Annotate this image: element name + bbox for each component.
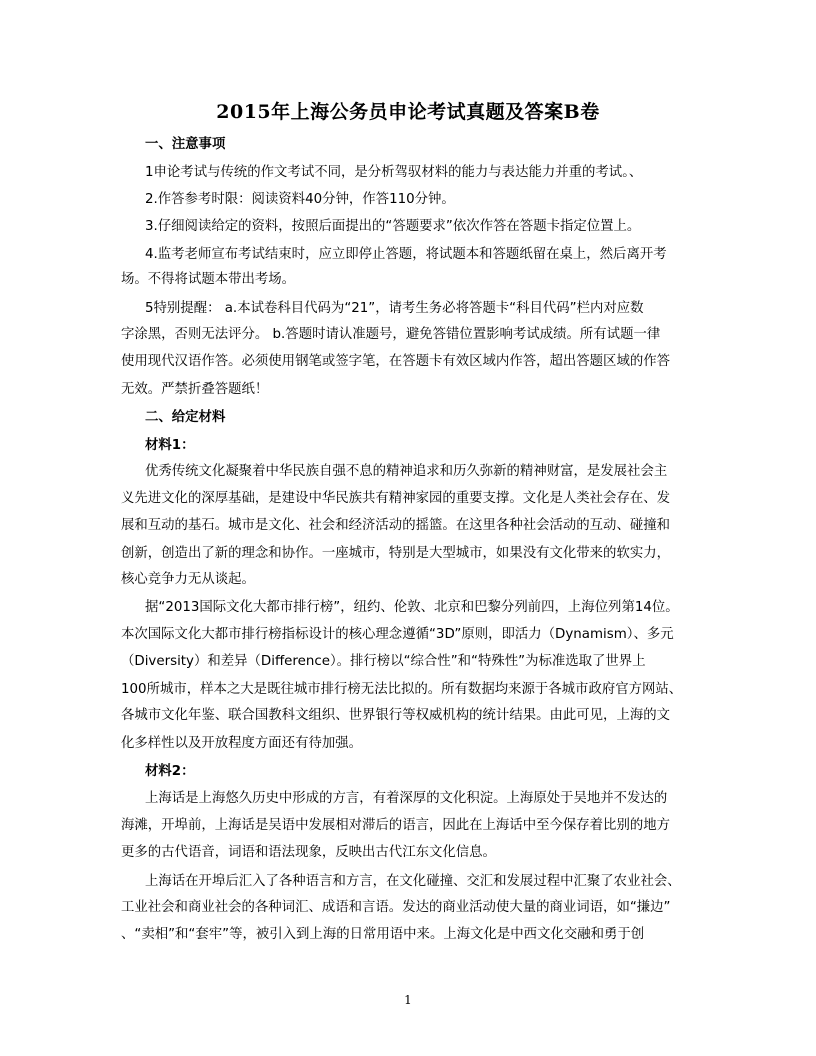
paragraph-line: 4.监考老师宣布考试结束时，应立即停止答题，将试题本和答题纸留在桌上，然后离开考 bbox=[145, 247, 667, 262]
paragraph-line: 据“2013国际文化大都市排行榜”，纽约、伦敦、北京和巴黎分列前四，上海位列第14位。 bbox=[145, 600, 679, 615]
paragraph-line: 工业社会和商业社会的各种词汇、成语和言语。发达的商业活动使大量的商业词语，如“搛边” bbox=[121, 900, 671, 915]
material-heading-2: 材料2： bbox=[145, 764, 195, 779]
section-heading-notes: 一、注意事项 bbox=[145, 137, 226, 152]
paragraph-line: 各城市文化年鉴、联合国教科文组织、世界银行等权威机构的统计结果。由此可见，上海的文 bbox=[121, 708, 671, 723]
paragraph-line: 上海话在开埠后汇入了各种语言和方言，在文化碰撞、交汇和发展过程中汇聚了农业社会、 bbox=[145, 874, 681, 889]
paragraph-line: 本次国际文化大都市排行榜指标设计的核心理念遵循“3D”原则，即活力（Dynamism）、多元 bbox=[121, 627, 674, 642]
paragraph-line: 化多样性以及开放程度方面还有待加强。 bbox=[121, 736, 363, 751]
paragraph-line: 字涂黑，否则无法评分。 b.答题时请认准题号，避免答错位置影响考试成绩。所有试题一律 bbox=[121, 327, 661, 342]
paragraph-line: 3.仔细阅读给定的资料，按照后面提出的“答题要求”依次作答在答题卡指定位置上。 bbox=[145, 219, 641, 234]
paragraph-line: 优秀传统文化凝聚着中华民族自强不息的精神追求和历久弥新的精神财富，是发展社会主 bbox=[145, 464, 668, 479]
paragraph-line: 海滩，开埠前，上海话是吴语中发展相对滞后的语言，因此在上海话中至今保存着比别的地方 bbox=[121, 818, 671, 833]
paragraph-line: 义先进文化的深厚基础，是建设中华民族共有精神家园的重要支撑。文化是人类社会存在、发 bbox=[121, 491, 671, 506]
paragraph-line: （Diversity）和差异（Difference）。排行榜以“综合性”和“特殊性”为标准选取了世界上 bbox=[121, 654, 646, 669]
paragraph-line: 更多的古代语音，词语和语法现象，反映出古代江东文化信息。 bbox=[121, 845, 496, 860]
paragraph-line: 场。不得将试题本带出考场。 bbox=[121, 272, 296, 287]
paragraph-line: 无效。严禁折叠答题纸！ bbox=[121, 382, 269, 397]
paragraph-line: 上海话是上海悠久历史中形成的方言，有着深厚的文化积淀。上海原处于吴地并不发达的 bbox=[145, 791, 668, 806]
paragraph-line: 100所城市，样本之大是既往城市排行榜无法比拟的。所有数据均来源于各城市政府官方网站、 bbox=[121, 682, 683, 697]
paragraph-line: 1申论考试与传统的作文考试不同，是分析驾驭材料的能力与表达能力并重的考试。、 bbox=[145, 165, 643, 180]
page-title: 2015年上海公务员申论考试真题及答案B卷 bbox=[216, 101, 600, 123]
page-number: 1 bbox=[404, 993, 412, 1007]
paragraph-line: 创新，创造出了新的理念和协作。一座城市，特别是大型城市，如果没有文化带来的软实力， bbox=[121, 546, 671, 561]
paragraph-line: 使用现代汉语作答。必须使用钢笔或签字笔，在答题卡有效区域内作答，超出答题区域的作答 bbox=[121, 354, 671, 369]
paragraph-line: 、“卖相”和“套牢”等，被引入到上海的日常用语中来。上海文化是中西文化交融和勇于创 bbox=[121, 927, 645, 942]
paragraph-line: 2.作答参考时限：阅读资料40分钟，作答110分钟。 bbox=[145, 192, 455, 207]
paragraph-line: 核心竞争力无从谈起。 bbox=[121, 572, 255, 587]
paragraph-line: 5特别提醒： a.本试卷科目代码为“21”，请考生务必将答题卡“科目代码”栏内对应数 bbox=[145, 301, 644, 316]
material-heading-1: 材料1： bbox=[145, 438, 195, 453]
section-heading-materials: 二、给定材料 bbox=[145, 410, 226, 425]
paragraph-line: 展和互动的基石。城市是文化、社会和经济活动的摇篮。在这里各种社会活动的互动、碰撞和 bbox=[121, 518, 671, 533]
